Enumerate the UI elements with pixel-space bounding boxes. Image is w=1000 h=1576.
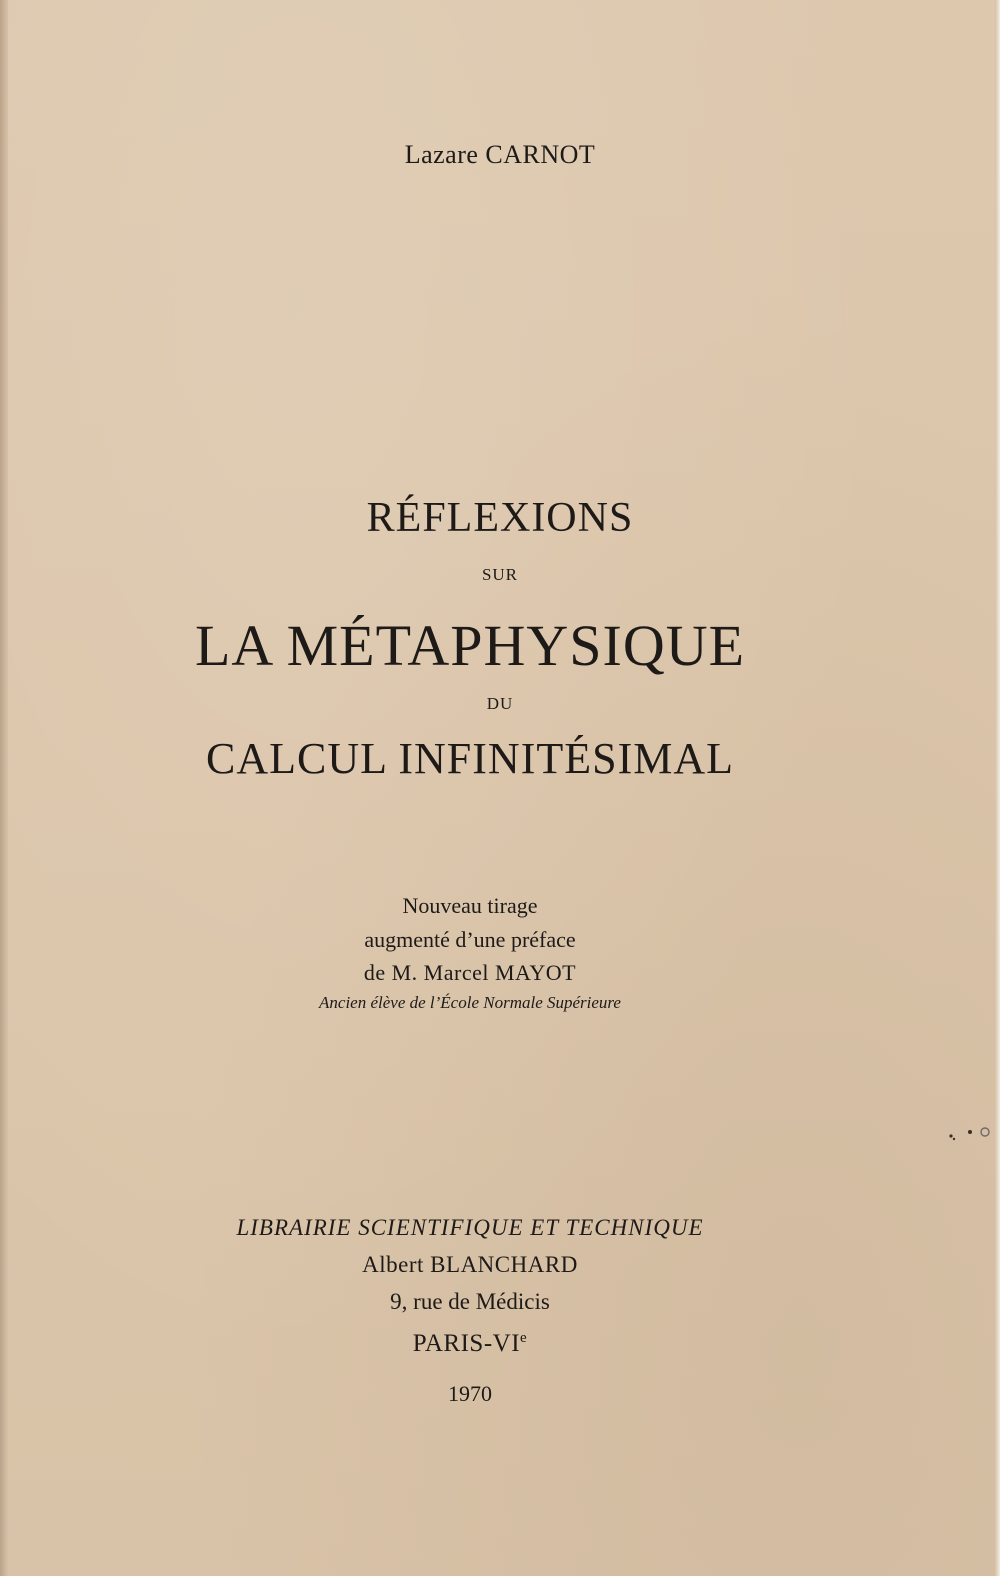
- preface-author-credential: Ancien élève de l’École Normale Supérieure: [319, 993, 621, 1012]
- title-connector-du: DU: [486, 694, 514, 713]
- publisher-city: [0, 1330, 970, 1358]
- edition-note: Nouveau tirage: [402, 893, 538, 918]
- publication-year: 1970: [448, 1381, 492, 1406]
- preface-note: augmenté d’une préface: [364, 927, 576, 952]
- paper-specks: [945, 1124, 990, 1144]
- cover-right-edge: [995, 0, 1000, 1576]
- title-line-calcul: CALCUL INFINITÉSIMAL: [206, 734, 734, 783]
- preface-author: de M. Marcel MAYOT: [363, 960, 577, 985]
- author-name: Lazare CARNOT: [404, 140, 596, 169]
- title-connector-sur: SUR: [481, 565, 519, 584]
- publisher-city-superscript: e: [520, 1330, 528, 1346]
- publisher-city-name: PARIS-VI: [412, 1330, 521, 1357]
- publisher-address: 9, rue de Médicis: [390, 1289, 550, 1314]
- publisher-owner: Albert BLANCHARD: [362, 1252, 578, 1277]
- title-line-metaphysique: LA MÉTAPHYSIQUE: [194, 613, 746, 678]
- title-line-reflexions: RÉFLEXIONS: [366, 495, 634, 541]
- publisher-name: LIBRAIRIE SCIENTIFIQUE ET TECHNIQUE: [236, 1215, 704, 1240]
